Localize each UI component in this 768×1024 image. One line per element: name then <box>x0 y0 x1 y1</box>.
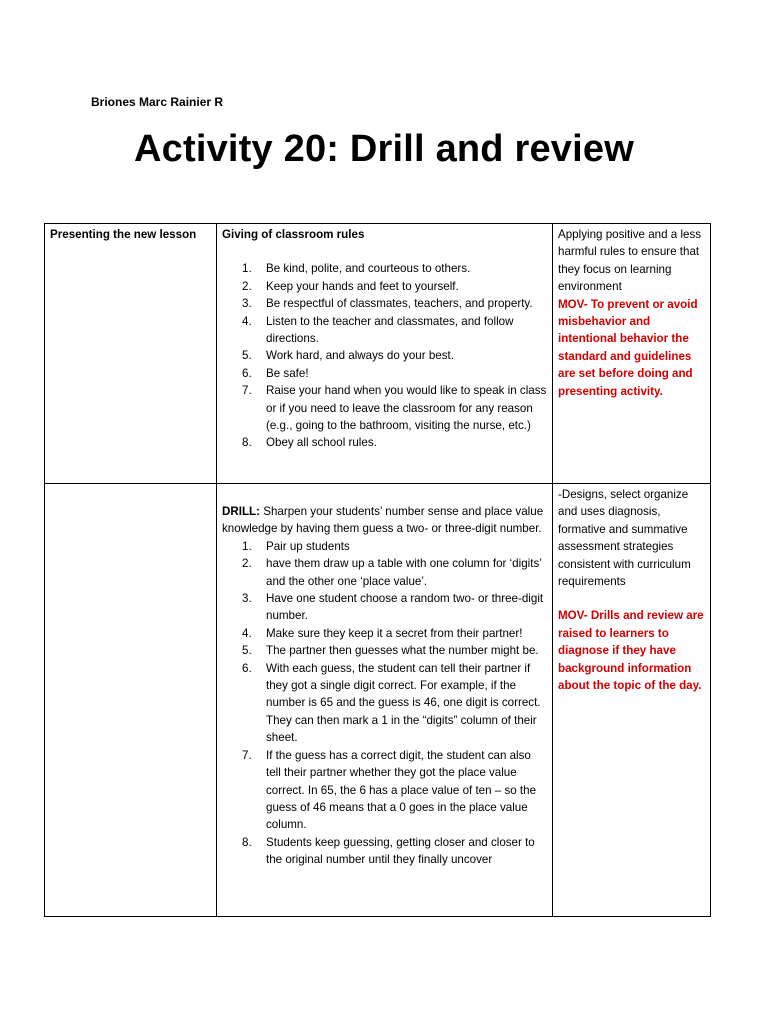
list-item-text: Have one student choose a random two- or three-digit number. <box>266 592 544 623</box>
mov-text: MOV- Drills and review are raised to learners to diagnose if they have background information about the topic of the day. <box>558 609 704 693</box>
list-item-text: If the guess has a correct digit, the student can also tell their partner whether they got the place value correct. In 65, the 6 has a place value of ten – so the guess of 46 means that a 0 goes in the place value column. <box>266 748 537 832</box>
list-item <box>222 365 548 382</box>
list-item <box>222 313 548 348</box>
list-item-text: The partner then guesses what the number might be. <box>266 644 539 658</box>
note-text: Applying positive and a less harmful rules to ensure that they focus on learning environment <box>558 228 702 294</box>
table-row <box>45 484 711 917</box>
list-item <box>222 555 548 590</box>
list-item <box>222 747 548 834</box>
list-item <box>222 382 548 434</box>
list-item-number: 7. <box>242 748 252 762</box>
content-cell <box>217 224 553 484</box>
rules-heading: Giving of classroom rules <box>222 228 365 241</box>
list-item-number: 7. <box>242 384 252 398</box>
list-item-number: 4. <box>242 314 252 328</box>
author-name: Briones Marc Rainier R <box>91 95 224 109</box>
list-item-number: 2. <box>242 279 252 293</box>
list-item-number: 2. <box>242 557 252 571</box>
lesson-table <box>44 223 711 917</box>
content-cell <box>217 484 553 917</box>
list-item-text: Listen to the teacher and classmates, and follow directions. <box>266 314 514 346</box>
rules-list <box>222 260 548 451</box>
list-item-number: 6. <box>242 366 252 380</box>
list-item-number: 1. <box>242 262 252 276</box>
list-item-number: 8. <box>242 436 252 450</box>
list-item-text: Work hard, and always do your best. <box>266 349 454 363</box>
list-item-number: 1. <box>242 539 252 553</box>
list-item-text: Be respectful of classmates, teachers, and property. <box>266 297 533 311</box>
drill-intro-text: Sharpen your students’ number sense and place value knowledge by having them guess a two- or three-digit number. <box>222 505 544 536</box>
list-item <box>222 642 548 659</box>
list-item-text: Make sure they keep it a secret from their partner! <box>266 626 523 640</box>
list-item-text: Students keep guessing, getting closer and closer to the original number until they finally uncover <box>266 835 535 867</box>
row-label: Presenting the new lesson <box>50 228 197 241</box>
list-item-text: have them draw up a table with one column for ‘digits’ and the other one ‘place value’. <box>266 557 542 588</box>
row-label-cell <box>45 484 217 917</box>
list-item-text: Be safe! <box>266 366 309 380</box>
page-title: Activity 20: Drill and review <box>134 128 634 170</box>
list-item-number: 3. <box>242 592 252 606</box>
list-item-number: 3. <box>242 297 252 311</box>
list-item <box>222 625 548 642</box>
list-item <box>222 278 548 295</box>
list-item-number: 4. <box>242 626 252 640</box>
notes-cell <box>553 484 711 917</box>
list-item-text: Be kind, polite, and courteous to others. <box>266 262 471 276</box>
row-label-cell <box>45 224 217 484</box>
table-row <box>45 224 711 484</box>
drill-label: DRILL: <box>222 505 260 518</box>
list-item-number: 6. <box>242 661 252 675</box>
list-item <box>222 347 548 364</box>
list-item-text: Keep your hands and feet to yourself. <box>266 279 459 293</box>
list-item <box>222 295 548 312</box>
list-item <box>222 538 548 555</box>
list-item <box>222 834 548 869</box>
list-item-text: With each guess, the student can tell their partner if they got a single digit correct. For example, if the number is 65 and the guess is 46, one digit is correct. They can then mark a 1 in the “digits” column of their sheet. <box>266 661 541 745</box>
list-item-text: Pair up students <box>266 539 350 553</box>
list-item <box>222 590 548 625</box>
list-item-text: Obey all school rules. <box>266 436 377 450</box>
list-item <box>222 660 548 747</box>
list-item-number: 5. <box>242 644 252 658</box>
list-item-number: 5. <box>242 349 252 363</box>
notes-cell <box>553 224 711 484</box>
list-item-text: Raise your hand when you would like to speak in class or if you need to leave the classroom for any reason (e.g., going to the bathroom, visiting the nurse, etc.) <box>266 384 547 433</box>
note-text: -Designs, select organize and uses diagnosis, formative and summative assessment strategies consistent with curriculum requirements <box>558 488 691 589</box>
list-item <box>222 260 548 277</box>
drill-intro <box>222 503 548 538</box>
mov-text: MOV- To prevent or avoid misbehavior and intentional behavior the standard and guidelines are set before doing and presenting activity. <box>558 297 698 398</box>
list-item-number: 8. <box>242 835 252 849</box>
steps-list <box>222 538 548 869</box>
list-item <box>222 434 548 451</box>
